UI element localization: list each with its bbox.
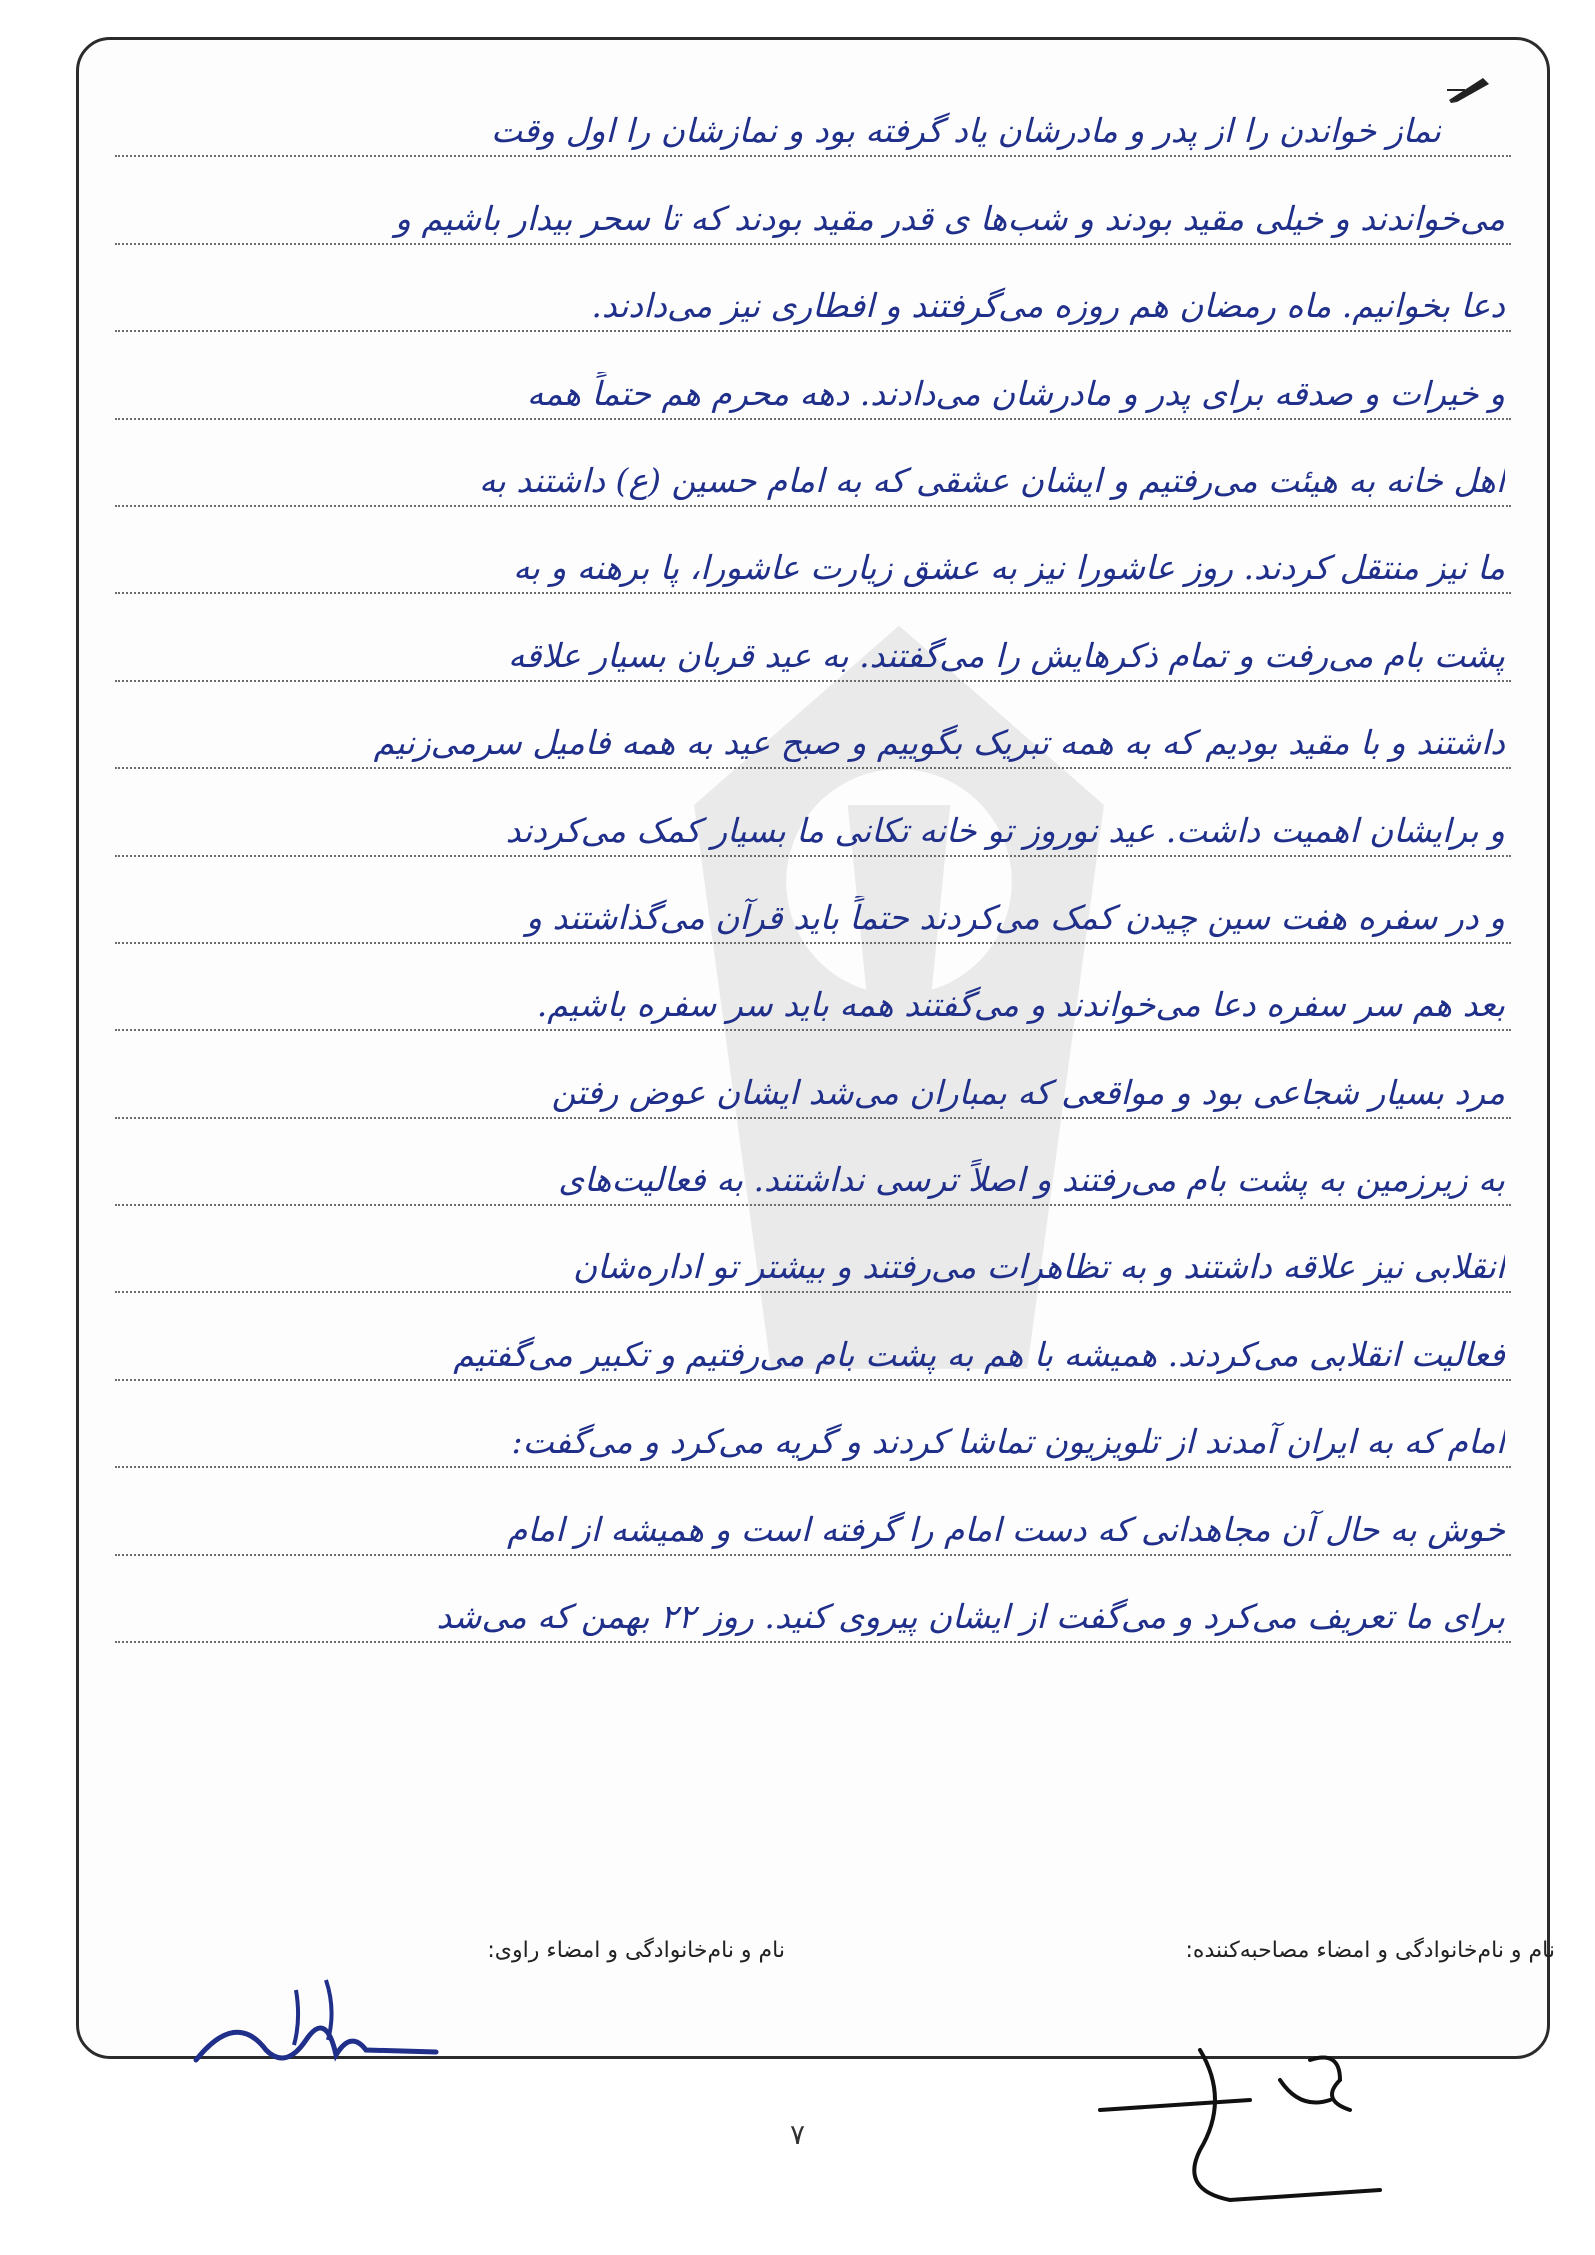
text-line [115, 1031, 1511, 1118]
text-line [115, 857, 1511, 944]
line-text: خوش به حال آن مجاهدانی که دست امام را گرفته است و همیشه از امام [506, 1509, 1505, 1549]
text-line [115, 157, 1511, 244]
line-text: می‌خواندند و خیلی مقید بودند و شب‌ها ی قدر مقید بودند که تا سحر بیدار باشیم و [395, 198, 1505, 238]
narrator-signature-label: نام و نام‌خانوادگی و امضاء راوی: [487, 1938, 785, 1963]
line-text: و خیرات و صدقه برای پدر و مادرشان می‌دادند. دهه محرم هم حتماً همه [526, 373, 1505, 413]
line-text: دعا بخوانیم. ماه رمضان هم روزه می‌گرفتند و افطاری نیز می‌دادند. [591, 286, 1505, 326]
text-line [115, 1381, 1511, 1468]
text-line [115, 944, 1511, 1031]
text-line [115, 507, 1511, 594]
interviewer-signature-label: نام و نام‌خانوادگی و امضاء مصاحبه‌کننده: [1185, 1938, 1555, 1963]
text-line [115, 769, 1511, 856]
line-text: انقلابی نیز علاقه داشتند و به تظاهرات می‌رفتند و بیشتر تو اداره‌شان [573, 1247, 1505, 1287]
text-line [115, 1293, 1511, 1380]
text-line [115, 1206, 1511, 1293]
text-line [115, 1556, 1511, 1643]
page-frame [76, 37, 1550, 2059]
text-line [115, 70, 1511, 157]
line-text: نماز خواندن را از پدر و مادرشان یاد گرفته بود و نمازشان را اول وقت [491, 111, 1441, 151]
line-text: به زیرزمین به پشت بام می‌رفتند و اصلاً ترسی نداشتند. به فعالیت‌های [558, 1160, 1505, 1200]
line-text: برای ما تعریف می‌کرد و می‌گفت از ایشان پیروی کنید. روز ۲۲ بهمن که می‌شد [436, 1597, 1505, 1637]
line-text: فعالیت انقلابی می‌کردند. همیشه با هم به پشت بام می‌رفتیم و تکبیر می‌گفتیم [453, 1334, 1505, 1374]
page-number: ۷ [789, 2118, 806, 2151]
narrator-signature [176, 1970, 476, 2090]
line-text: و در سفره هفت سین چیدن کمک می‌کردند حتماً باید قرآن می‌گذاشتند و [526, 897, 1505, 937]
text-line [115, 682, 1511, 769]
line-text: بعد هم سر سفره دعا می‌خواندند و می‌گفتند همه باید سر سفره باشیم. [536, 985, 1505, 1025]
text-line [115, 1468, 1511, 1555]
line-text: مرد بسیار شجاعی بود و مواقعی که بمباران می‌شد ایشان عوض رفتن [551, 1072, 1505, 1112]
line-text: اهل خانه به هیئت می‌رفتیم و ایشان عشقی که به امام حسین (ع) داشتند به [478, 460, 1505, 500]
line-text: امام که به ایران آمدند از تلویزیون تماشا کردند و گریه می‌کرد و می‌گفت: [511, 1422, 1505, 1462]
text-line [115, 420, 1511, 507]
text-line [115, 594, 1511, 681]
handwritten-text-lines [115, 70, 1511, 1643]
text-line [115, 245, 1511, 332]
line-text: پشت بام می‌رفت و تمام ذکرهایش را می‌گفتند. به عید قربان بسیار علاقه [507, 635, 1505, 675]
line-text: داشتند و با مقید بودیم که به همه تبریک بگوییم و صبح عید به همه فامیل سرمی‌زنیم [373, 723, 1505, 763]
text-line [115, 1119, 1511, 1206]
line-text: ما نیز منتقل کردند. روز عاشورا نیز به عشق زیارت عاشورا، پا برهنه و به [513, 548, 1505, 588]
text-line [115, 332, 1511, 419]
line-text: و برایشان اهمیت داشت. عید نوروز تو خانه تکانی ما بسیار کمک می‌کردند [505, 810, 1505, 850]
